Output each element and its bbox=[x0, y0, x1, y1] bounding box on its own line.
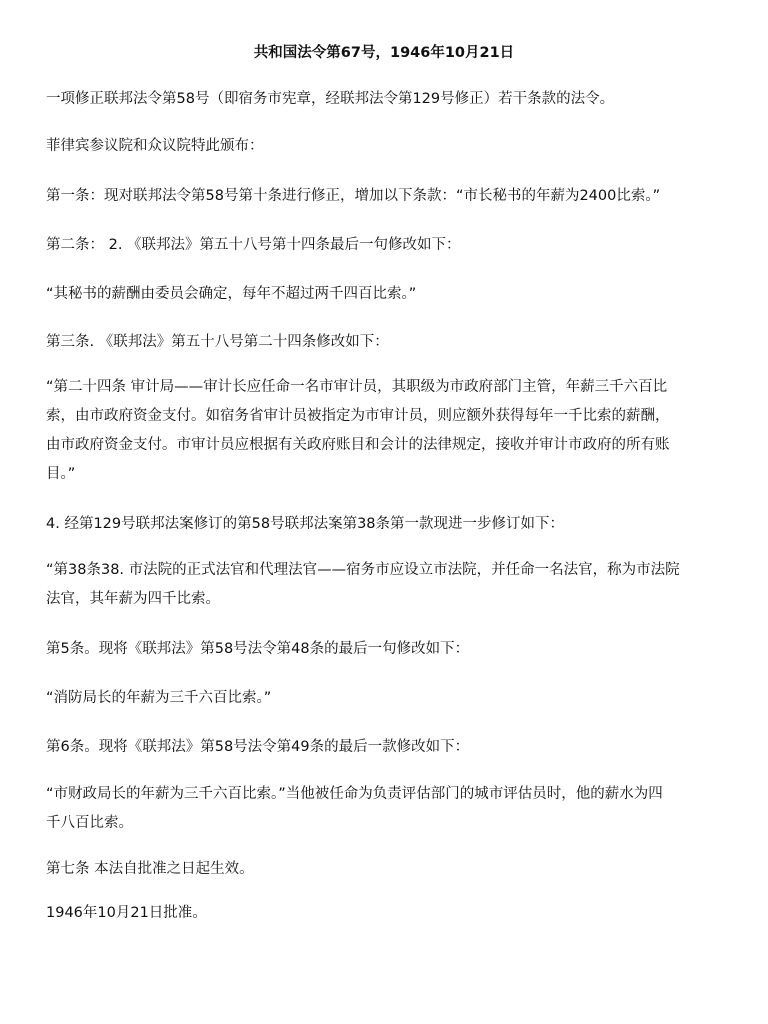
section-6-quote bbox=[46, 780, 726, 838]
section-4-paragraph: 4. 经第129号联邦法案修订的第58号联邦法案第38条第一款现进一步修订如下： bbox=[46, 516, 565, 532]
section-3-quote bbox=[46, 373, 726, 489]
section-2-paragraph: 第二条： 2. 《联邦法》第五十八号第十四条最后一句修改如下： bbox=[46, 237, 461, 253]
section-3-quote-line: “第二十四条 审计局——审计长应任命一名市审计员，其职级为市政府部门主管，年薪三千六百比 bbox=[46, 379, 668, 395]
section-6-paragraph: 第6条。现将《联邦法》第58号法令第49条的最后一款修改如下： bbox=[46, 739, 470, 755]
section-4-quote-line: 法官，其年薪为四千比索。 bbox=[46, 591, 220, 607]
preamble-paragraph: 一项修正联邦法令第58号（即宿务市宪章，经联邦法令第129号修正）若干条款的法令。 bbox=[46, 91, 615, 107]
document-title: 共和国法令第67号，1946年10月21日 bbox=[253, 45, 515, 61]
section-3-quote-line: 索，由市政府资金支付。如宿务省审计员被指定为市审计员，则应额外获得每年一千比索的薪酬， bbox=[46, 408, 670, 424]
section-6-quote-line: “市财政局长的年薪为三千六百比索。”当他被任命为负责评估部门的城市评估员时，他的薪水为四 bbox=[46, 786, 663, 802]
section-5-paragraph: 第5条。现将《联邦法》第58号法令第48条的最后一句修改如下： bbox=[46, 641, 470, 657]
section-4-quote-line: “第38条38. 市法院的正式法官和代理法官——宿务市应设立市法院，并任命一名法官，称为市法院 bbox=[46, 562, 680, 578]
section-4-quote bbox=[46, 556, 726, 614]
approval-date: 1946年10月21日批准。 bbox=[46, 905, 207, 921]
section-6-quote-line: 千八百比索。 bbox=[46, 815, 133, 831]
section-3-quote-line: 由市政府资金支付。市审计员应根据有关政府账目和会计的法律规定，接收并审计市政府的所有账 bbox=[46, 437, 670, 453]
section-3-quote-line: 目。” bbox=[46, 466, 76, 482]
enactment-clause: 菲律宾参议院和众议院特此颁布： bbox=[46, 138, 264, 154]
section-7-paragraph: 第七条 本法自批准之日起生效。 bbox=[46, 861, 254, 877]
section-5-quote: “消防局长的年薪为三千六百比索。” bbox=[46, 690, 272, 706]
section-1-paragraph: 第一条：现对联邦法令第58号第十条进行修正，增加以下条款：“市长秘书的年薪为2400比索。” bbox=[46, 188, 661, 204]
section-3-paragraph: 第三条. 《联邦法》第五十八号第二十四条修改如下： bbox=[46, 334, 389, 350]
section-2-quote: “其秘书的薪酬由委员会确定，每年不超过两千四百比索。” bbox=[46, 286, 417, 302]
